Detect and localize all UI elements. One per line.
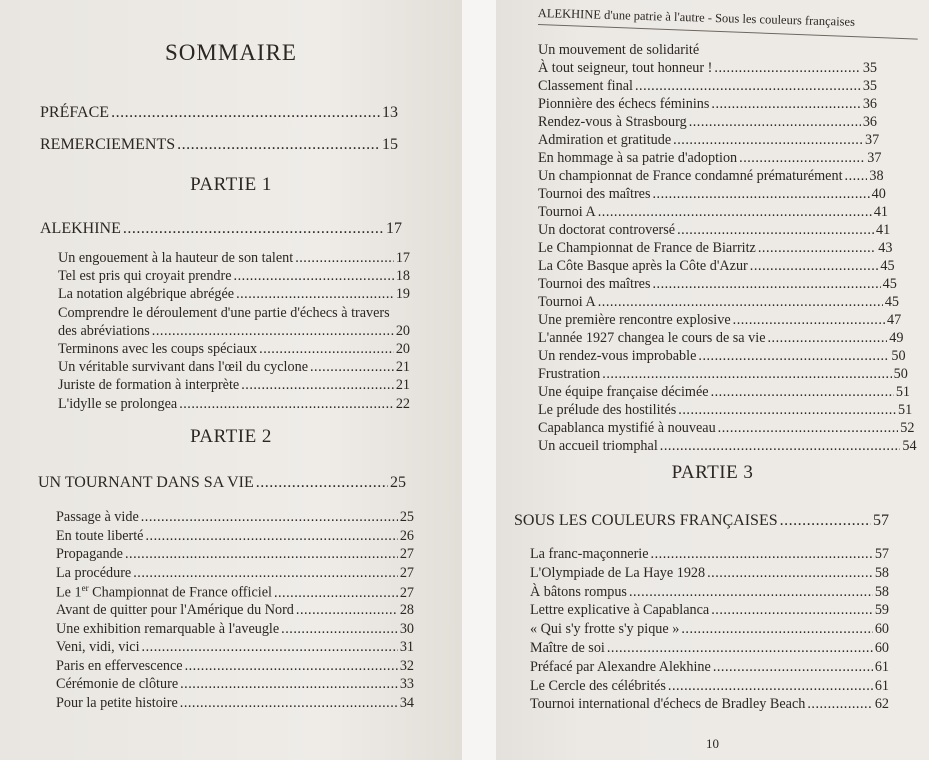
dot-leader <box>295 250 394 267</box>
dot-leader <box>698 348 889 365</box>
toc-entry[interactable] <box>530 678 889 695</box>
toc-entry[interactable] <box>58 268 410 285</box>
dot-leader <box>598 294 883 311</box>
entry-page: 60 <box>874 621 889 638</box>
toc-entry[interactable] <box>56 546 414 563</box>
dot-leader <box>145 528 397 545</box>
toc-entry[interactable] <box>56 509 414 526</box>
entry-title: L'Olympiade de La Haye 1928 <box>530 564 706 581</box>
entry-page: 51 <box>895 384 910 400</box>
entry-title: REMERCIEMENTS <box>40 136 176 153</box>
dot-leader <box>180 676 398 693</box>
entry-title: Un mouvement de solidarité <box>538 42 700 58</box>
entry-title: des abréviations <box>58 322 150 339</box>
entry-page: 27 <box>399 564 414 581</box>
toc-entry[interactable] <box>538 240 892 257</box>
part-heading: PARTIE 1 <box>190 174 272 195</box>
dot-leader <box>111 104 380 122</box>
entry-page: 25 <box>399 509 414 525</box>
toc-entry[interactable] <box>530 659 889 676</box>
entry-title: La notation algébrique abrégée <box>58 286 235 303</box>
toc-entry[interactable] <box>58 286 410 303</box>
page-number: 10 <box>706 736 719 751</box>
toc-entry[interactable] <box>530 640 889 657</box>
entry-title: Cérémonie de clôture <box>56 676 179 693</box>
entry-title: Un rendez-vous improbable <box>538 348 697 364</box>
entry-page: 43 <box>878 240 893 256</box>
toc-entry[interactable] <box>530 621 889 638</box>
toc-entry[interactable] <box>58 359 410 376</box>
entry-title: Un championnat de France condamné prématurément <box>538 168 843 184</box>
toc-entry[interactable] <box>538 276 897 293</box>
toc-entry[interactable] <box>58 396 410 413</box>
toc-chapter-tournant[interactable] <box>38 474 406 492</box>
entry-title: Rendez-vous à Strasbourg <box>538 114 687 130</box>
entry-page: 57 <box>873 512 889 529</box>
page-title: SOMMAIRE <box>165 40 297 65</box>
dot-leader <box>711 96 860 113</box>
entry-title: Un engouement à la hauteur de son talent <box>58 250 294 266</box>
dot-leader <box>750 258 879 275</box>
entry-page: 13 <box>382 104 398 121</box>
entry-page: 40 <box>871 186 886 202</box>
dot-leader <box>635 78 861 95</box>
entry-title: Le prélude des hostilités <box>538 402 677 418</box>
entry-title: Un doctorat controversé <box>538 222 676 238</box>
toc-entry[interactable] <box>530 565 889 582</box>
entry-title: Une exhibition remarquable à l'aveugle <box>56 620 280 637</box>
entry-title: Admiration et gratitude <box>538 132 672 148</box>
entry-title: Le Championnat de France de Biarritz <box>538 240 756 256</box>
entry-page: 47 <box>887 312 902 328</box>
dot-leader <box>845 168 868 185</box>
dot-leader <box>598 204 872 221</box>
toc-chapter-alekhine[interactable] <box>40 220 402 238</box>
entry-title: Un accueil triomphal <box>538 438 658 454</box>
entry-title: Tel est pris qui croyait prendre <box>58 268 232 285</box>
dot-leader <box>714 60 860 77</box>
dot-leader <box>259 341 394 358</box>
entry-title: Comprendre le déroulement d'une partie d'échecs à travers <box>58 304 390 321</box>
dot-leader <box>629 584 873 601</box>
entry-title: Un véritable survivant dans l'œil du cyclone <box>58 359 308 376</box>
entry-page: 35 <box>862 78 877 94</box>
toc-entry[interactable] <box>58 305 410 322</box>
entry-title: « Qui s'y frotte s'y pique » <box>530 621 680 638</box>
entry-page: 32 <box>399 657 414 674</box>
dot-leader <box>681 621 872 638</box>
entry-title: La procédure <box>56 564 132 581</box>
toc-entry[interactable] <box>538 222 890 239</box>
entry-title: À bâtons rompus <box>530 583 627 600</box>
page-gap <box>462 0 496 760</box>
entry-page: 60 <box>874 640 889 656</box>
dot-leader <box>241 377 394 394</box>
toc-entry[interactable] <box>530 696 889 713</box>
entry-title: À tout seigneur, tout honneur ! <box>538 60 713 76</box>
dot-leader <box>281 621 398 638</box>
dot-leader <box>718 420 899 437</box>
entry-title: Une équipe française décimée <box>538 384 709 400</box>
toc-entry[interactable] <box>58 341 410 358</box>
right-page <box>496 0 929 760</box>
dot-leader <box>652 186 869 203</box>
dot-leader <box>758 240 876 257</box>
entry-page: 33 <box>399 676 414 693</box>
toc-entry[interactable] <box>538 168 884 185</box>
toc-entry[interactable] <box>58 323 410 340</box>
toc-entry[interactable] <box>538 420 914 437</box>
entry-page: 57 <box>874 546 889 562</box>
toc-entry[interactable] <box>56 676 414 693</box>
entry-title: Le 1er Championnat de France officiel <box>56 583 272 602</box>
toc-entry-remerciements[interactable] <box>40 136 398 154</box>
entry-page: 45 <box>884 294 899 310</box>
entry-page: 17 <box>395 250 410 266</box>
entry-page: 28 <box>399 602 414 618</box>
entry-page: 49 <box>889 330 904 346</box>
entry-page: 54 <box>902 438 917 454</box>
dot-leader <box>660 438 901 455</box>
dot-leader <box>780 512 871 530</box>
entry-title: Pour la petite histoire <box>56 695 178 711</box>
dot-leader <box>651 546 873 563</box>
entry-page: 25 <box>390 474 406 491</box>
toc-entry[interactable] <box>58 377 410 394</box>
toc-entry[interactable] <box>538 438 917 455</box>
left-page <box>0 0 462 760</box>
toc-entry[interactable] <box>538 294 899 311</box>
dot-leader <box>668 678 873 695</box>
entry-page: 26 <box>399 527 414 544</box>
entry-title: Terminons avec les coups spéciaux <box>58 341 258 357</box>
dot-leader <box>768 330 888 347</box>
toc-entry[interactable] <box>56 565 414 582</box>
entry-page: 41 <box>873 204 888 220</box>
entry-title: Classement final <box>538 78 633 94</box>
toc-entry[interactable] <box>530 546 889 563</box>
entry-title: Une première rencontre explosive <box>538 312 731 328</box>
entry-title: Tournoi A <box>538 294 596 310</box>
entry-title: UN TOURNANT DANS SA VIE <box>38 474 254 491</box>
dot-leader <box>711 384 894 401</box>
entry-page: 51 <box>898 402 913 418</box>
entry-title: Avant de quitter pour l'Amérique du Nord <box>56 602 294 618</box>
entry-title: SOUS LES COULEURS FRANÇAISES <box>514 512 778 529</box>
toc-entry[interactable] <box>530 602 889 619</box>
entry-title: PRÉFACE <box>40 104 110 121</box>
entry-page: 17 <box>386 220 402 237</box>
entry-page: 19 <box>395 286 410 303</box>
entry-page: 50 <box>891 348 906 364</box>
dot-leader <box>177 136 380 154</box>
toc-entry[interactable] <box>56 695 414 712</box>
toc-entry[interactable] <box>538 312 901 329</box>
entry-page: 38 <box>869 168 884 184</box>
dot-leader <box>713 659 873 676</box>
entry-page: 50 <box>893 366 908 382</box>
dot-leader <box>142 639 398 656</box>
dot-leader <box>180 695 398 712</box>
dot-leader <box>133 565 398 582</box>
dot-leader <box>236 286 394 303</box>
toc-chapter-couleurs[interactable] <box>514 512 889 530</box>
toc-entry[interactable] <box>56 528 414 545</box>
entry-page: 45 <box>882 276 897 292</box>
toc-entry[interactable] <box>56 621 414 638</box>
dot-leader <box>739 150 865 167</box>
entry-page: 15 <box>382 136 398 153</box>
toc-entry[interactable] <box>538 150 881 167</box>
entry-title: En hommage à sa patrie d'adoption <box>538 150 738 166</box>
entry-page: 58 <box>874 564 889 581</box>
entry-page: 36 <box>862 96 877 112</box>
entry-title: L'idylle se prolongea <box>58 395 178 412</box>
dot-leader <box>707 565 873 582</box>
toc-entry[interactable] <box>538 384 910 401</box>
dot-leader <box>296 602 398 619</box>
dot-leader <box>678 402 896 419</box>
entry-page: 58 <box>874 583 889 600</box>
toc-entry[interactable] <box>56 639 414 656</box>
dot-leader <box>234 268 394 285</box>
entry-page: 27 <box>399 585 414 602</box>
toc-entry[interactable] <box>58 250 410 267</box>
toc-entry[interactable] <box>538 42 877 59</box>
entry-page: 22 <box>395 395 410 412</box>
entry-title: Le Cercle des célébrités <box>530 677 666 694</box>
entry-title: Paris en effervescence <box>56 657 183 674</box>
entry-title: La franc-maçonnerie <box>530 546 649 562</box>
entry-page: 37 <box>867 150 882 166</box>
entry-page: 34 <box>399 695 414 711</box>
dot-leader <box>733 312 885 329</box>
toc-entry[interactable] <box>538 366 908 383</box>
dot-leader <box>673 132 863 149</box>
entry-title: Lettre explicative à Capablanca <box>530 602 710 619</box>
toc-entry[interactable] <box>530 584 889 601</box>
running-header: ALEKHINE d'une patrie à l'autre - Sous les couleurs françaises <box>537 6 856 29</box>
entry-title: Tournoi international d'échecs de Bradley Beach <box>530 696 806 713</box>
entry-page: 52 <box>900 420 915 436</box>
toc-entry-preface[interactable] <box>40 104 398 122</box>
entry-page: 27 <box>399 546 414 563</box>
dot-leader <box>256 474 388 492</box>
entry-title: Passage à vide <box>56 509 139 525</box>
dot-leader <box>711 602 873 619</box>
entry-page: 21 <box>395 377 410 394</box>
entry-page: 61 <box>874 658 889 675</box>
toc-entry[interactable] <box>538 348 906 365</box>
dot-leader <box>125 546 398 563</box>
part-heading: PARTIE 2 <box>190 426 272 447</box>
entry-page: 20 <box>395 322 410 339</box>
entry-title: Préfacé par Alexandre Alekhine <box>530 658 711 675</box>
dot-leader <box>179 396 394 413</box>
part-heading: PARTIE 3 <box>671 462 754 483</box>
dot-leader <box>310 359 394 376</box>
entry-page: 45 <box>880 258 895 274</box>
toc-entry[interactable] <box>56 602 414 619</box>
toc-entry[interactable] <box>538 330 903 347</box>
entry-title: Maître de soi <box>530 640 605 656</box>
toc-entry[interactable] <box>538 402 912 419</box>
entry-title: Pionnière des échecs féminins <box>538 96 710 112</box>
entry-page: 18 <box>395 268 410 285</box>
entry-page: 35 <box>862 60 877 76</box>
entry-page: 31 <box>399 639 414 656</box>
dot-leader <box>152 323 394 340</box>
entry-page: 62 <box>874 696 889 713</box>
entry-title: ALEKHINE <box>40 220 121 237</box>
dot-leader <box>807 696 872 713</box>
toc-entry[interactable] <box>538 60 877 77</box>
toc-entry[interactable] <box>538 96 877 113</box>
dot-leader <box>607 640 873 657</box>
entry-title: Tournoi des maîtres <box>538 186 651 202</box>
toc-entry[interactable] <box>538 114 877 131</box>
entry-title: Frustration <box>538 366 601 382</box>
entry-title: Juriste de formation à interprète <box>58 377 240 394</box>
toc-entry[interactable] <box>538 204 888 221</box>
entry-title: Tournoi des maîtres <box>538 276 651 292</box>
toc-entry[interactable] <box>56 658 414 675</box>
dot-leader <box>689 114 861 131</box>
entry-title: La Côte Basque après la Côte d'Azur <box>538 258 748 274</box>
toc-entry[interactable] <box>538 258 895 275</box>
toc-entry[interactable] <box>538 78 877 95</box>
entry-title: Capablanca mystifié à nouveau <box>538 420 716 436</box>
entry-page: 21 <box>395 359 410 376</box>
entry-page: 61 <box>874 677 889 694</box>
entry-page: 59 <box>874 602 889 619</box>
dot-leader <box>652 276 880 293</box>
dot-leader <box>274 585 398 602</box>
toc-entry[interactable] <box>56 583 414 602</box>
entry-page: 41 <box>876 222 891 238</box>
dot-leader <box>123 220 384 238</box>
entry-page: 30 <box>399 620 414 637</box>
toc-entry[interactable] <box>538 132 879 149</box>
dot-leader <box>677 222 874 239</box>
entry-title: Veni, vidi, vici <box>56 639 140 656</box>
toc-entry[interactable] <box>538 186 886 203</box>
entry-title: Tournoi A <box>538 204 596 220</box>
dot-leader <box>602 366 891 383</box>
entry-title: En toute liberté <box>56 527 144 544</box>
entry-title: L'année 1927 changea le cours de sa vie <box>538 330 766 346</box>
entry-page: 20 <box>395 341 410 357</box>
entry-page: 36 <box>862 114 877 130</box>
entry-page: 37 <box>865 132 880 148</box>
dot-leader <box>185 658 398 675</box>
dot-leader <box>141 509 398 526</box>
entry-title: Propagande <box>56 546 123 563</box>
